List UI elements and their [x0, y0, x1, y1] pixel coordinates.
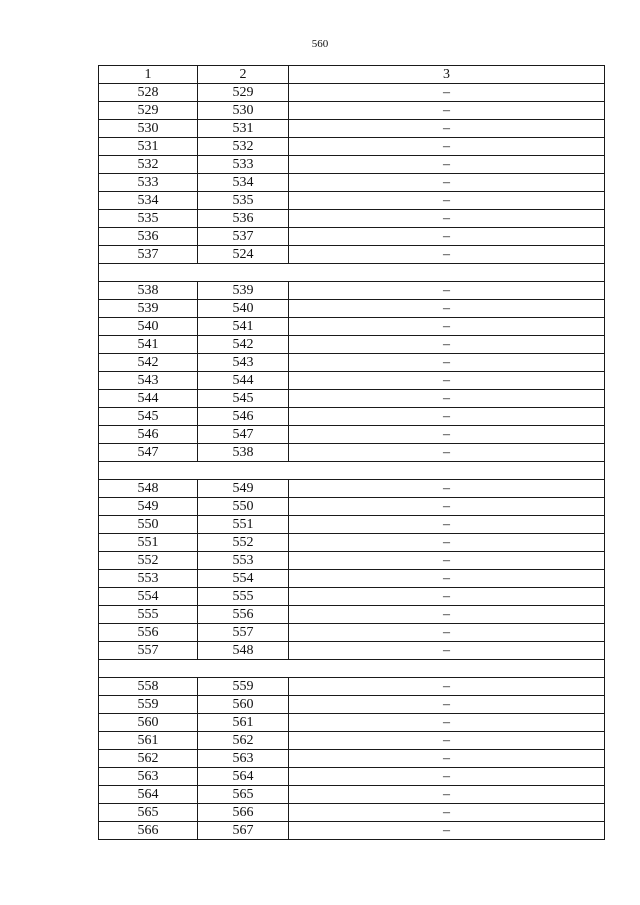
table-cell-col3: – [289, 102, 605, 120]
table-row [99, 246, 605, 264]
table-cell-col1: 559 [99, 696, 198, 714]
table-cell-col3: – [289, 210, 605, 228]
table-cell-col2: 551 [198, 516, 289, 534]
table-cell-col1: 542 [99, 354, 198, 372]
table-row [99, 588, 605, 606]
table-cell-col1: 540 [99, 318, 198, 336]
table-cell-col3: – [289, 732, 605, 750]
table-row [99, 174, 605, 192]
table-row [99, 750, 605, 768]
table-cell-col3: – [289, 120, 605, 138]
table-row [99, 120, 605, 138]
column-header-2: 2 [198, 66, 289, 84]
table-cell-col2: 540 [198, 300, 289, 318]
table-cell-col3: – [289, 804, 605, 822]
table-cell-col3: – [289, 624, 605, 642]
table-row [99, 714, 605, 732]
table-cell-col3: – [289, 408, 605, 426]
table-cell-col1: 543 [99, 372, 198, 390]
table-cell-col3: – [289, 678, 605, 696]
table-cell-col3: – [289, 570, 605, 588]
table-cell-col2: 533 [198, 156, 289, 174]
table-cell-col3: – [289, 192, 605, 210]
table-cell-col1: 539 [99, 300, 198, 318]
table-cell-col3: – [289, 390, 605, 408]
table-cell-col1: 549 [99, 498, 198, 516]
table-cell-col2: 555 [198, 588, 289, 606]
table-cell-col2: 565 [198, 786, 289, 804]
table-cell-col3: – [289, 282, 605, 300]
table-cell-col3: – [289, 516, 605, 534]
table-cell-col3: – [289, 498, 605, 516]
table-cell-col3: – [289, 174, 605, 192]
table-row [99, 390, 605, 408]
table-row [99, 804, 605, 822]
table-cell-col3: – [289, 768, 605, 786]
table-cell-col1: 550 [99, 516, 198, 534]
table-cell-col3: – [289, 336, 605, 354]
table-cell-col3: – [289, 246, 605, 264]
table-cell-col2: 547 [198, 426, 289, 444]
table-cell-col1: 541 [99, 336, 198, 354]
table-cell-col2: 539 [198, 282, 289, 300]
table-cell-col3: – [289, 300, 605, 318]
group-separator-row [99, 462, 605, 480]
table-cell-col2: 530 [198, 102, 289, 120]
table-cell-col1: 557 [99, 642, 198, 660]
table-cell-col1: 563 [99, 768, 198, 786]
table-row [99, 570, 605, 588]
table-cell-col1: 534 [99, 192, 198, 210]
table-cell-col1: 546 [99, 426, 198, 444]
table-cell-col1: 544 [99, 390, 198, 408]
table-row [99, 84, 605, 102]
table-row [99, 192, 605, 210]
table-cell-col3: – [289, 372, 605, 390]
table-cell-col2: 531 [198, 120, 289, 138]
table-cell-col2: 564 [198, 768, 289, 786]
table-cell-col3: – [289, 534, 605, 552]
table-row [99, 300, 605, 318]
table-cell-col2: 544 [198, 372, 289, 390]
table-cell-col1: 566 [99, 822, 198, 840]
table-cell-col1: 553 [99, 570, 198, 588]
table-cell-col1: 536 [99, 228, 198, 246]
table-cell-col3: – [289, 552, 605, 570]
table-cell-col3: – [289, 642, 605, 660]
table-row [99, 552, 605, 570]
table-cell-col2: 549 [198, 480, 289, 498]
table-cell-col2: 559 [198, 678, 289, 696]
table-cell-col1: 561 [99, 732, 198, 750]
table-cell-col1: 548 [99, 480, 198, 498]
table-header-row [99, 66, 605, 84]
table-row [99, 732, 605, 750]
table-row [99, 516, 605, 534]
table-row [99, 426, 605, 444]
table-body [99, 66, 605, 840]
table-cell-col1: 552 [99, 552, 198, 570]
table-cell-col3: – [289, 606, 605, 624]
table-row [99, 768, 605, 786]
table-row [99, 678, 605, 696]
table-row [99, 498, 605, 516]
table-row [99, 318, 605, 336]
table-row [99, 624, 605, 642]
table-cell-col2: 537 [198, 228, 289, 246]
table-cell-col3: – [289, 84, 605, 102]
table-cell-col1: 564 [99, 786, 198, 804]
table-cell-col1: 560 [99, 714, 198, 732]
table-cell-col2: 529 [198, 84, 289, 102]
table-cell-col2: 550 [198, 498, 289, 516]
table-row [99, 444, 605, 462]
table-cell-col3: – [289, 318, 605, 336]
table-cell-col2: 553 [198, 552, 289, 570]
table-cell-col1: 554 [99, 588, 198, 606]
table-cell-col2: 556 [198, 606, 289, 624]
table-row [99, 822, 605, 840]
table-row [99, 534, 605, 552]
table-row [99, 282, 605, 300]
table-cell-col2: 548 [198, 642, 289, 660]
group-separator-cell [99, 462, 605, 480]
table-row [99, 372, 605, 390]
table-cell-col1: 529 [99, 102, 198, 120]
table-cell-col1: 532 [99, 156, 198, 174]
table-cell-col3: – [289, 480, 605, 498]
table-cell-col2: 552 [198, 534, 289, 552]
table-cell-col1: 535 [99, 210, 198, 228]
table-cell-col1: 530 [99, 120, 198, 138]
table-cell-col2: 524 [198, 246, 289, 264]
table-cell-col3: – [289, 822, 605, 840]
table-cell-col3: – [289, 354, 605, 372]
group-separator-row [99, 660, 605, 678]
table-cell-col2: 554 [198, 570, 289, 588]
table-cell-col3: – [289, 750, 605, 768]
group-separator-cell [99, 660, 605, 678]
table-cell-col2: 567 [198, 822, 289, 840]
table-row [99, 336, 605, 354]
table-cell-col3: – [289, 138, 605, 156]
table-cell-col1: 558 [99, 678, 198, 696]
table-cell-col3: – [289, 714, 605, 732]
table-cell-col1: 545 [99, 408, 198, 426]
table-row [99, 102, 605, 120]
data-table [98, 65, 605, 840]
table-cell-col3: – [289, 444, 605, 462]
table-cell-col2: 557 [198, 624, 289, 642]
table-cell-col2: 545 [198, 390, 289, 408]
table-cell-col3: – [289, 696, 605, 714]
table-cell-col2: 563 [198, 750, 289, 768]
table-row [99, 480, 605, 498]
table-cell-col2: 536 [198, 210, 289, 228]
table-cell-col1: 556 [99, 624, 198, 642]
table-row [99, 228, 605, 246]
table-cell-col2: 534 [198, 174, 289, 192]
table-row [99, 408, 605, 426]
table-cell-col1: 562 [99, 750, 198, 768]
table-row [99, 138, 605, 156]
table-cell-col2: 532 [198, 138, 289, 156]
table-cell-col2: 561 [198, 714, 289, 732]
table-cell-col2: 542 [198, 336, 289, 354]
table-row [99, 354, 605, 372]
table-cell-col1: 555 [99, 606, 198, 624]
table-cell-col3: – [289, 426, 605, 444]
table-cell-col2: 538 [198, 444, 289, 462]
table-cell-col2: 546 [198, 408, 289, 426]
table-row [99, 642, 605, 660]
table-cell-col3: – [289, 156, 605, 174]
table-cell-col1: 528 [99, 84, 198, 102]
table-cell-col2: 560 [198, 696, 289, 714]
table-cell-col2: 562 [198, 732, 289, 750]
column-header-1: 1 [99, 66, 198, 84]
table-row [99, 210, 605, 228]
table-cell-col1: 565 [99, 804, 198, 822]
table-cell-col2: 535 [198, 192, 289, 210]
table-cell-col1: 531 [99, 138, 198, 156]
table-row [99, 606, 605, 624]
table-cell-col3: – [289, 588, 605, 606]
column-header-3: 3 [289, 66, 605, 84]
table-cell-col3: – [289, 786, 605, 804]
group-separator-row [99, 264, 605, 282]
table-cell-col3: – [289, 228, 605, 246]
table-cell-col1: 533 [99, 174, 198, 192]
table-row [99, 696, 605, 714]
table-cell-col2: 543 [198, 354, 289, 372]
table-row [99, 786, 605, 804]
table-cell-col1: 547 [99, 444, 198, 462]
table-cell-col1: 537 [99, 246, 198, 264]
table-cell-col1: 551 [99, 534, 198, 552]
table-cell-col1: 538 [99, 282, 198, 300]
page-number: 560 [311, 38, 329, 50]
group-separator-cell [99, 264, 605, 282]
table-cell-col2: 566 [198, 804, 289, 822]
table-row [99, 156, 605, 174]
table-cell-col2: 541 [198, 318, 289, 336]
